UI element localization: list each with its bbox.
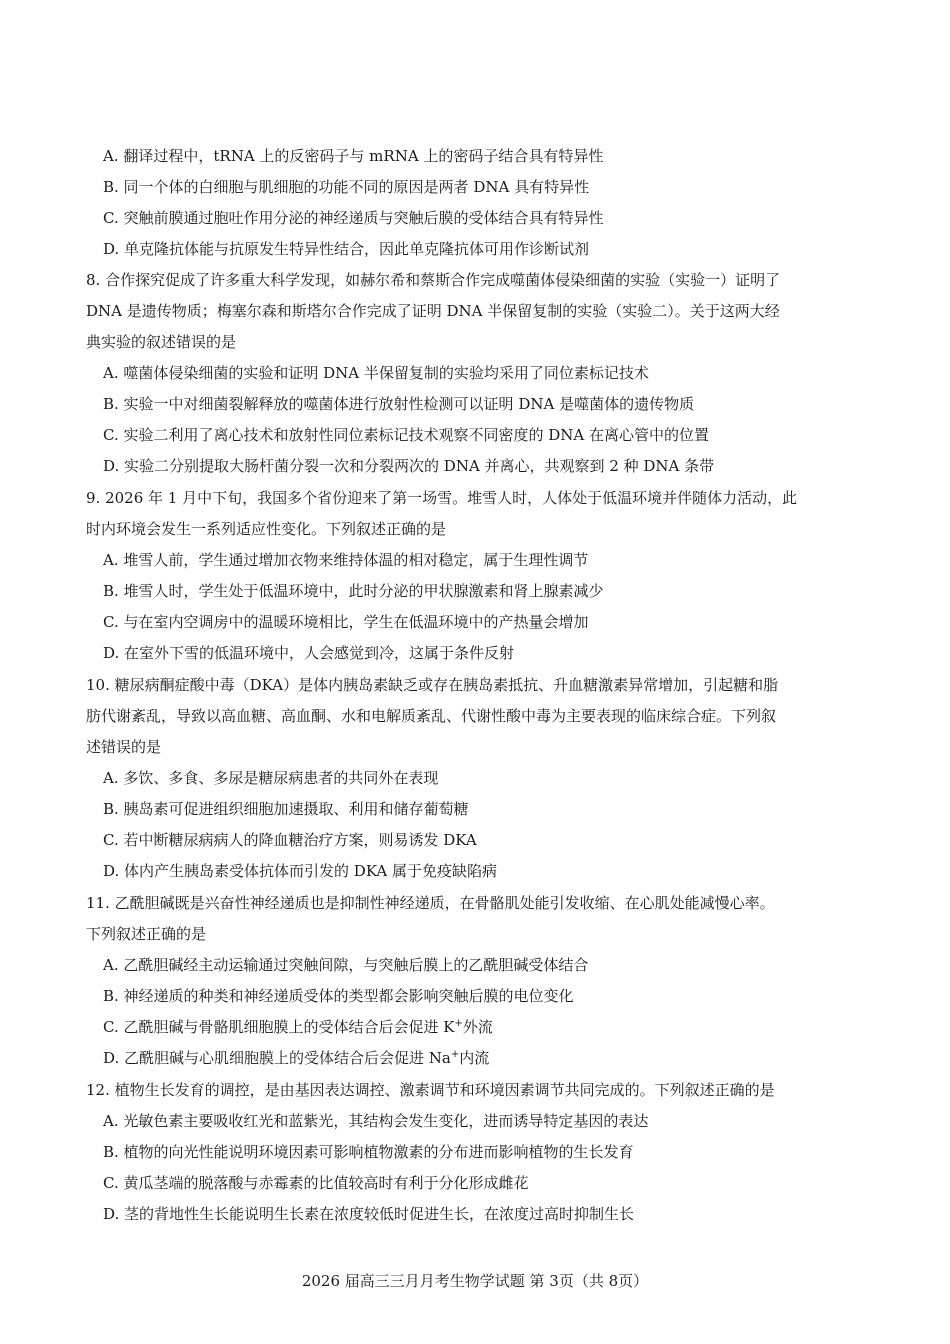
- q12-option-c: C. 黄瓜茎端的脱落酸与赤霉素的比值较高时有利于分化形成雌花: [103, 1174, 529, 1192]
- q10-stem-line-3: 述错误的是: [86, 738, 162, 756]
- q8-option-d: D. 实验二分别提取大肠杆菌分裂一次和分裂两次的 DNA 并离心，共观察到 2 种 DNA 条带: [103, 457, 715, 475]
- q11-stem-line-1: 11. 乙酰胆碱既是兴奋性神经递质也是抑制性神经递质，在骨骼肌处能引发收缩、在心肌处能减慢心率。: [86, 894, 775, 912]
- q9-option-a: A. 堆雪人前，学生通过增加衣物来维持体温的相对稳定，属于生理性调节: [103, 551, 589, 569]
- q12-option-b: B. 植物的向光性能说明环境因素可影响植物激素的分布进而影响植物的生长发育: [103, 1143, 634, 1161]
- q11-option-c: [103, 1017, 883, 1037]
- q10-option-c: C. 若中断糖尿病病人的降血糖治疗方案，则易诱发 DKA: [103, 831, 477, 849]
- q11-option-a: A. 乙酰胆碱经主动运输通过突触间隙，与突触后膜上的乙酰胆碱受体结合: [103, 956, 589, 974]
- q7-option-a: A. 翻译过程中，tRNA 上的反密码子与 mRNA 上的密码子结合具有特异性: [103, 147, 604, 165]
- q7-option-b: B. 同一个体的白细胞与肌细胞的功能不同的原因是两者 DNA 具有特异性: [103, 178, 590, 196]
- q11-option-c-text: C. 乙酰胆碱与骨骼肌细胞膜上的受体结合后会促进 K: [103, 1018, 455, 1036]
- q10-option-a: A. 多饮、多食、多尿是糖尿病患者的共同外在表现: [103, 769, 439, 787]
- q8-option-c: C. 实验二利用了离心技术和放射性同位素标记技术观察不同密度的 DNA 在离心管中的位置: [103, 426, 710, 444]
- q12-option-d: D. 茎的背地性生长能说明生长素在浓度较低时促进生长，在浓度过高时抑制生长: [103, 1205, 635, 1223]
- q10-option-d: D. 体内产生胰岛素受体抗体而引发的 DKA 属于免疫缺陷病: [103, 862, 498, 880]
- potassium-charge: +: [454, 1018, 463, 1029]
- q11-option-b: B. 神经递质的种类和神经递质受体的类型都会影响突触后膜的电位变化: [103, 987, 574, 1005]
- q9-option-d: D. 在室外下雪的低温环境中，人会感觉到冷，这属于条件反射: [103, 644, 515, 662]
- q11-option-d-text-end: 内流: [459, 1049, 490, 1067]
- q9-option-b: B. 堆雪人时，学生处于低温环境中，此时分泌的甲状腺激素和肾上腺素减少: [103, 582, 604, 600]
- q7-option-d: D. 单克隆抗体能与抗原发生特异性结合，因此单克隆抗体可用作诊断试剂: [103, 240, 590, 258]
- q10-stem-line-1: 10. 糖尿病酮症酸中毒（DKA）是体内胰岛素缺乏或存在胰岛素抵抗、升血糖激素异常增加，引起糖和脂: [86, 676, 779, 694]
- q11-option-c-text-end: 外流: [462, 1018, 493, 1036]
- q10-option-b: B. 胰岛素可促进组织细胞加速摄取、利用和储存葡萄糖: [103, 800, 469, 818]
- q8-stem-line-2: DNA 是遗传物质；梅塞尔森和斯塔尔合作完成了证明 DNA 半保留复制的实验（实验二）。关于这两大经: [86, 302, 780, 320]
- q10-stem-line-2: 肪代谢紊乱，导致以高血糖、高血酮、水和电解质紊乱、代谢性酸中毒为主要表现的临床综合症。下列叙: [86, 707, 777, 725]
- q9-stem-line-2: 时内环境会发生一系列适应性变化。下列叙述正确的是: [86, 520, 447, 538]
- q8-option-a: A. 噬菌体侵染细菌的实验和证明 DNA 半保留复制的实验均采用了同位素标记技术: [103, 364, 649, 382]
- q11-option-d: [103, 1048, 883, 1068]
- page-footer: 2026 届高三三月月考生物学试题 第 3页（共 8页）: [301, 1272, 649, 1290]
- q12-option-a: A. 光敏色素主要吸收红光和蓝紫光，其结构会发生变化，进而诱导特定基因的表达: [103, 1112, 649, 1130]
- q8-option-b: B. 实验一中对细菌裂解释放的噬菌体进行放射性检测可以证明 DNA 是噬菌体的遗传物质: [103, 395, 695, 413]
- q7-option-c: C. 突触前膜通过胞吐作用分泌的神经递质与突触后膜的受体结合具有特异性: [103, 209, 604, 227]
- q8-stem-line-3: 典实验的叙述错误的是: [86, 333, 237, 351]
- q11-stem-line-2: 下列叙述正确的是: [86, 925, 207, 943]
- q8-stem-line-1: 8. 合作探究促成了许多重大科学发现，如赫尔希和蔡斯合作完成噬菌体侵染细菌的实验（实验一）证明了: [86, 271, 781, 289]
- q9-stem-line-1: 9. 2026 年 1 月中下旬，我国多个省份迎来了第一场雪。堆雪人时，人体处于低温环境并伴随体力活动，此: [86, 489, 798, 507]
- sodium-charge: +: [450, 1049, 460, 1060]
- q11-option-d-text: D. 乙酰胆碱与心肌细胞膜上的受体结合后会促进 Na: [103, 1049, 451, 1067]
- q12-stem-line-1: 12. 植物生长发育的调控，是由基因表达调控、激素调节和环境因素调节共同完成的。下列叙述正确的是: [86, 1081, 775, 1099]
- q9-option-c: C. 与在室内空调房中的温暖环境相比，学生在低温环境中的产热量会增加: [103, 613, 589, 631]
